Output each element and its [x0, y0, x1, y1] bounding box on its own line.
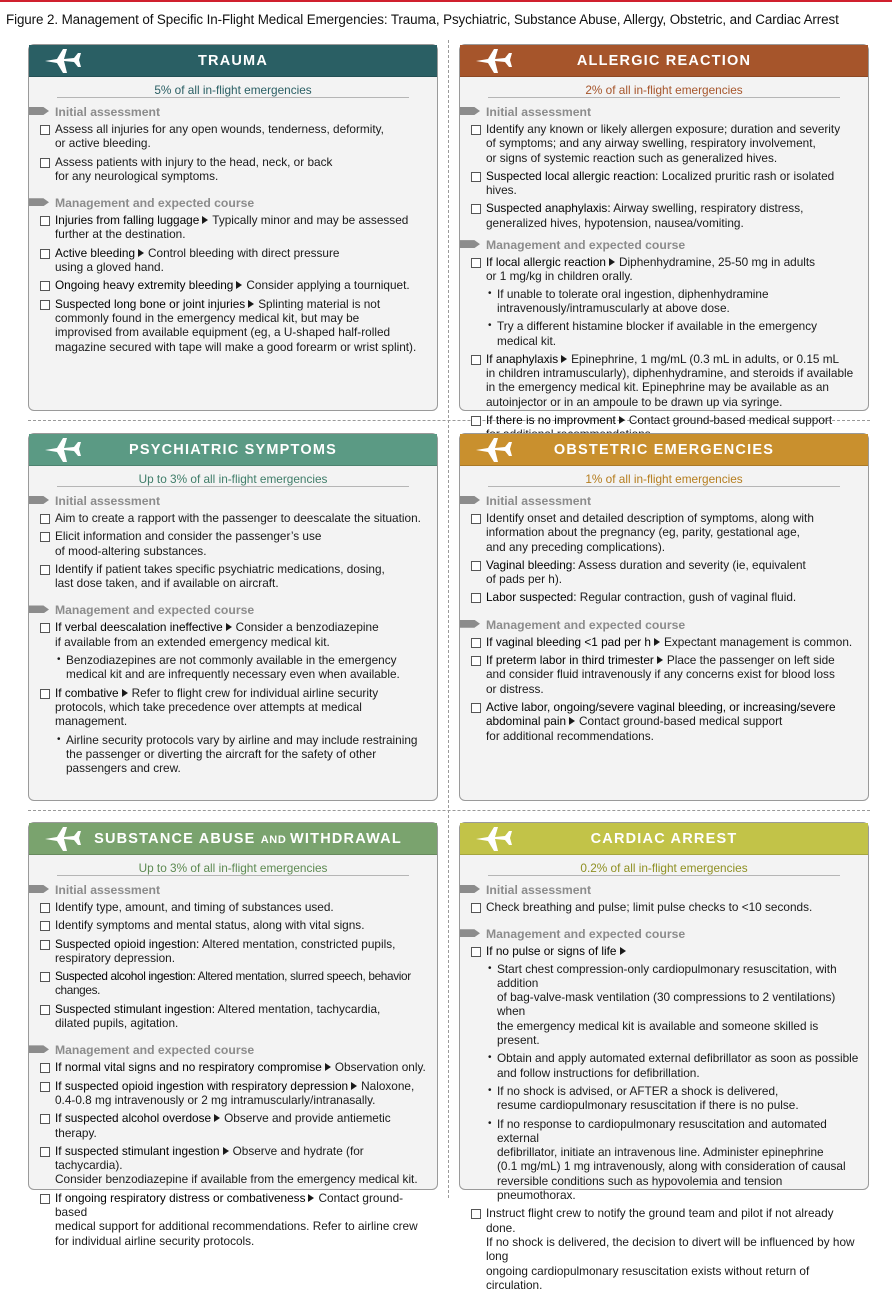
obstetric-title: OBSTETRIC EMERGENCIES: [553, 441, 775, 458]
checklist-item: Identify any known or likely allergen exposure; duration and severity of symptoms; and any airway swelling, respiratory involvement, or signs of systemic reaction such as generalized hives.: [460, 122, 860, 165]
allergic-initial-heading: Initial assessment: [486, 105, 868, 119]
checklist-item: If there is no improvment Contact ground-based medical support: [460, 413, 860, 442]
cardiac-management-heading: Management and expected course: [486, 927, 868, 941]
checklist-item: Labor suspected: Regular contraction, gush of vaginal fluid.: [460, 590, 860, 604]
sub-bullet: • If unable to tolerate oral ingestion, diphenhydramine intravenously/intramuscularly at above dose.: [460, 287, 860, 316]
obstetric-percentage: 1% of all in-flight emergencies: [460, 472, 868, 486]
psychiatric-management-heading: Management and expected course: [55, 603, 437, 617]
obstetric-header: [460, 434, 868, 466]
checklist-item: Active bleeding Control bleeding with direct pressure using a gloved hand.: [29, 246, 429, 275]
checklist-item: Suspected stimulant ingestion: Altered mentation, tachycardia, dilated pupils, agitation.: [29, 1002, 429, 1031]
row-divider-2: [28, 810, 870, 811]
substance-header: [29, 823, 437, 855]
checklist-item: Elicit information and consider the passenger’s use of mood-altering substances.: [29, 529, 429, 558]
checklist-item: If verbal deescalation ineffective Consider a benzodiazepine if available from an extended emergency medical kit.: [29, 620, 429, 649]
checklist-item: If vaginal bleeding <1 pad per h Expectant management is common.: [460, 635, 860, 649]
cardiac-percentage: 0.2% of all in-flight emergencies: [460, 861, 868, 875]
sub-bullet: • Airline security protocols vary by airline and may include restraining the passenger or diverting the aircraft for the safety of other passengers and crew.: [29, 733, 429, 776]
allergic-panel: [459, 44, 869, 428]
substance-management-heading: Management and expected course: [55, 1043, 437, 1057]
obstetric-management-heading: Management and expected course: [486, 618, 868, 632]
checklist-item: Suspected alcohol ingestion: Altered mentation, slurred speech, behavior changes.: [29, 969, 429, 998]
airplane-icon: [474, 48, 514, 74]
checklist-item: Suspected long bone or joint injuries Splinting material is not commonly found in the emergency medical kit, but may be improvised from available equipment (eg, a U-shaped half-rolled magazine secured with tape will make a good forearm or wrist splint).: [29, 297, 429, 354]
checklist-item: Suspected anaphylaxis: Airway swelling, respiratory distress, generalized hives, hypotension, nausea/vomiting.: [460, 201, 860, 230]
checklist-item: Ongoing heavy extremity bleeding Consider applying a tourniquet.: [29, 278, 429, 292]
sub-bullet: • If no response to cardiopulmonary resuscitation and automated external defibrillator, initiate an intravenous line. Administer epinephrine (0.1 mg/mL) 1 mg intravenously, along with consideration of causal reversible conditions such as hypovolemia and tension pneumothorax.: [460, 1117, 860, 1203]
checklist-item: If suspected stimulant ingestion Observe and hydrate (for tachycardia). Consider benzodiazepine if available from the emergency medical kit.: [29, 1144, 429, 1187]
checklist-item: Check breathing and pulse; limit pulse checks to <10 seconds.: [460, 900, 860, 914]
airplane-icon: [43, 826, 83, 852]
obstetric-initial-heading: Initial assessment: [486, 494, 868, 508]
allergic-management-heading: Management and expected course: [486, 238, 868, 252]
checklist-item: Identify onset and detailed description of symptoms, along with information about the pregnancy (eg, parity, gestational age, and any preceding complications).: [460, 511, 860, 554]
checklist-item: If no pulse or signs of life: [460, 944, 860, 958]
sub-bullet: • If no shock is advised, or AFTER a shock is delivered, resume cardiopulmonary resuscitation if there is no pulse.: [460, 1084, 860, 1113]
checklist-item: Assess all injuries for any open wounds, tenderness, deformity, or active bleeding.: [29, 122, 429, 151]
airplane-icon: [474, 826, 514, 852]
cardiac-initial-heading: Initial assessment: [486, 883, 868, 897]
checklist-item: If ongoing respiratory distress or combativeness Contact ground-based medical support for additional recommendations. Refer to airline crew for individual airline security protocols.: [29, 1191, 429, 1248]
checklist-item: Suspected opioid ingestion: Altered mentation, constricted pupils, respiratory depression.: [29, 937, 429, 966]
substance-title: SUBSTANCE ABUSE AND WITHDRAWAL: [94, 830, 402, 847]
sub-bullet: • Obtain and apply automated external defibrillator as soon as possible and follow instructions for defibrillation.: [460, 1051, 860, 1080]
checklist-item: Suspected local allergic reaction: Localized pruritic rash or isolated hives.: [460, 169, 860, 198]
cardiac-panel: [459, 822, 869, 1292]
checklist-item: If suspected alcohol overdose Observe and provide antiemetic therapy.: [29, 1111, 429, 1140]
trauma-title: TRAUMA: [197, 52, 269, 69]
trauma-initial-heading: Initial assessment: [55, 105, 437, 119]
substance-initial-heading: Initial assessment: [55, 883, 437, 897]
psychiatric-percentage: Up to 3% of all in-flight emergencies: [29, 472, 437, 486]
checklist-item: Identify if patient takes specific psychiatric medications, dosing, last dose taken, and if available on aircraft.: [29, 562, 429, 591]
psychiatric-panel: [28, 433, 438, 801]
sub-bullet: • Try a different histamine blocker if available in the emergency medical kit.: [460, 319, 860, 348]
checklist-item: Aim to create a rapport with the passenger to deescalate the situation.: [29, 511, 429, 525]
sub-bullet: • Benzodiazepines are not commonly available in the emergency medical kit and are infrequently necessary even when available.: [29, 653, 429, 682]
top-rule: [0, 0, 892, 7]
checklist-item: If anaphylaxis Epinephrine, 1 mg/mL (0.3 mL in adults, or 0.15 mL in children intramuscularly), diphenhydramine, and steroids if available in the emergency medical kit. Epinephrine may be available as an autoinjector or in an ampoule to be drawn up via syringe.: [460, 352, 860, 409]
checklist-item: If local allergic reaction Diphenhydramine, 25-50 mg in adults or 1 mg/kg in children orally.: [460, 255, 860, 284]
vertical-divider: [448, 40, 449, 1198]
trauma-percentage: 5% of all in-flight emergencies: [29, 83, 437, 97]
airplane-icon: [474, 437, 514, 463]
checklist-item: Instruct flight crew to notify the ground team and pilot if not already done. If no shock is delivered, the decision to divert will be influenced by how long ongoing cardiopulmonary resuscitation exists without return of circulation.: [460, 1206, 860, 1292]
substance-panel: [28, 822, 438, 1248]
checklist-item: Identify type, amount, and timing of substances used.: [29, 900, 429, 914]
trauma-management-heading: Management and expected course: [55, 196, 437, 210]
psychiatric-header: [29, 434, 437, 466]
sub-bullet: • Start chest compression-only cardiopulmonary resuscitation, with addition of bag-valve-mask ventilation (30 compressions to 2 ventilations) when the emergency medical kit is available and someone skilled is present.: [460, 962, 860, 1048]
checklist-item: If normal vital signs and no respiratory compromise Observation only.: [29, 1060, 429, 1074]
psychiatric-title: PSYCHIATRIC SYMPTOMS: [129, 441, 337, 458]
trauma-panel: [28, 44, 438, 411]
obstetric-panel: [459, 433, 869, 801]
checklist-item: Active labor, ongoing/severe vaginal bleeding, or increasing/severe abdominal pain Contact ground-based medical support for additional recommendations.: [460, 700, 860, 743]
figure-title: Figure 2. Management of Specific In-Flight Medical Emergencies: Trauma, Psychiatric, Substance Abuse, Allergy, Obstetric, and Cardiac Arrest: [6, 12, 839, 27]
substance-percentage: Up to 3% of all in-flight emergencies: [29, 861, 437, 875]
allergic-title: ALLERGIC REACTION: [576, 52, 752, 69]
cardiac-header: [460, 823, 868, 855]
allergic-percentage: 2% of all in-flight emergencies: [460, 83, 868, 97]
psychiatric-initial-heading: Initial assessment: [55, 494, 437, 508]
checklist-item: Vaginal bleeding: Assess duration and severity (ie, equivalent of pads per h).: [460, 558, 860, 587]
checklist-item: If combative Refer to flight crew for individual airline security protocols, which take precedence over attempts at medical management.: [29, 686, 429, 729]
checklist-item: Identify symptoms and mental status, along with vital signs.: [29, 918, 429, 932]
allergic-header: [460, 45, 868, 77]
airplane-icon: [43, 48, 83, 74]
checklist-item: If preterm labor in third trimester Place the passenger on left side and consider fluid intravenously if any concerns exist for blood loss or distress.: [460, 653, 860, 696]
checklist-item: If suspected opioid ingestion with respiratory depression Naloxone, 0.4-0.8 mg intravenously or 2 mg intramuscularly/intranasally.: [29, 1079, 429, 1108]
checklist-item: Assess patients with injury to the head, neck, or back for any neurological symptoms.: [29, 155, 429, 184]
checklist-item: Injuries from falling luggage Typically minor and may be assessed further at the destination.: [29, 213, 429, 242]
trauma-header: [29, 45, 437, 77]
airplane-icon: [43, 437, 83, 463]
cardiac-title: CARDIAC ARREST: [590, 830, 738, 847]
